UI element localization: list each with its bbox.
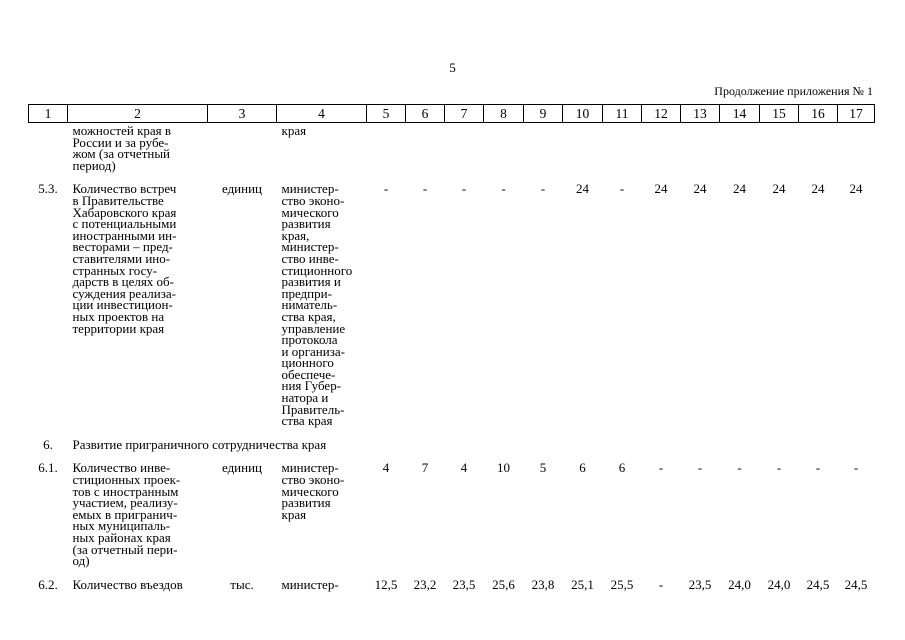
column-header: 17 bbox=[838, 105, 875, 123]
value-cell bbox=[367, 123, 406, 184]
value-cell bbox=[524, 123, 563, 184]
value-cell: 24,5 bbox=[844, 576, 868, 592]
value-cell: 23,2 bbox=[413, 576, 437, 592]
table-row bbox=[29, 462, 875, 578]
value-cell: 7 bbox=[421, 460, 429, 476]
row-number: 6.1. bbox=[38, 460, 58, 476]
page-number: 5 bbox=[449, 60, 456, 75]
column-header: 6 bbox=[406, 105, 445, 123]
value-cell bbox=[406, 123, 445, 184]
value-cell: 24 bbox=[654, 181, 668, 197]
value-cell: 24 bbox=[849, 181, 863, 197]
column-header: 8 bbox=[484, 105, 524, 123]
table-row bbox=[29, 439, 875, 463]
column-header: 15 bbox=[760, 105, 799, 123]
value-cell: 25,5 bbox=[610, 576, 634, 592]
column-header: 5 bbox=[367, 105, 406, 123]
table-row bbox=[29, 123, 875, 184]
column-number-row bbox=[29, 105, 875, 123]
value-cell: - bbox=[501, 181, 506, 197]
row-number: 5.3. bbox=[38, 181, 58, 197]
value-cell: - bbox=[815, 460, 821, 476]
value-cell: - bbox=[383, 181, 389, 197]
column-header: 3 bbox=[208, 105, 277, 123]
responsible-cell: края bbox=[281, 123, 307, 138]
row-number: 6. bbox=[43, 436, 53, 452]
indicator-name: Количество встреч в Правительстве Хабаровского края с потенциальными иностранными ин- весторами – пред- ставителями ино- странных госу- дарств в целях об- суждения реализа- ции инвестицион- ных проектов на территории края bbox=[72, 181, 177, 336]
section-title: Развитие приграничного сотрудничества края bbox=[72, 436, 327, 452]
unit-cell: единиц bbox=[221, 181, 263, 197]
value-cell: 12,5 bbox=[374, 576, 398, 592]
value-cell: - bbox=[853, 460, 859, 476]
unit-cell: тыс. bbox=[230, 576, 254, 592]
value-cell: 24,0 bbox=[767, 576, 791, 592]
value-cell: 6 bbox=[618, 460, 626, 476]
value-cell: 24,0 bbox=[728, 576, 751, 592]
table-row bbox=[29, 579, 875, 603]
column-header: 14 bbox=[720, 105, 760, 123]
row-number bbox=[29, 123, 68, 184]
value-cell: 24 bbox=[576, 181, 589, 197]
column-header: 9 bbox=[524, 105, 563, 123]
continuation-label: Продолжение приложения № 1 bbox=[714, 84, 873, 98]
unit-cell bbox=[208, 123, 277, 184]
value-cell bbox=[838, 123, 875, 184]
value-cell bbox=[681, 123, 720, 184]
value-cell bbox=[563, 123, 603, 184]
responsible-cell: министер- bbox=[281, 576, 339, 592]
value-cell: - bbox=[697, 460, 703, 476]
value-cell: - bbox=[776, 460, 782, 476]
value-cell bbox=[603, 123, 642, 184]
column-header: 4 bbox=[277, 105, 367, 123]
indicator-name: Количество инве- стиционных проек- тов с иностранным участием, реализу- емых в пригранич- ных муниципаль- ных районах края (за отчетный пери- од) bbox=[72, 460, 181, 569]
value-cell: 5 bbox=[539, 460, 547, 476]
column-header: 2 bbox=[68, 105, 208, 123]
value-cell: 25,6 bbox=[492, 576, 515, 592]
value-cell bbox=[760, 123, 799, 184]
column-header: 12 bbox=[642, 105, 681, 123]
value-cell: 24 bbox=[772, 181, 786, 197]
value-cell: 4 bbox=[460, 460, 468, 476]
value-cell: 24,5 bbox=[806, 576, 830, 592]
responsible-cell: министер- ство эконо- мического развития края, министер- ство инве- стиционного развития и предпри- ниматель- ства края, управление протокола и организа- ционного обеспече- ния Губер- натора и Правитель- ства края bbox=[281, 181, 353, 429]
value-cell: 25,1 bbox=[571, 576, 594, 592]
column-header: 1 bbox=[29, 105, 68, 123]
value-cell: - bbox=[737, 460, 742, 476]
row-number: 6.2. bbox=[38, 576, 58, 592]
column-header: 13 bbox=[681, 105, 720, 123]
value-cell: - bbox=[422, 181, 428, 197]
indicators-table bbox=[28, 104, 875, 602]
value-cell: 24 bbox=[811, 181, 825, 197]
value-cell: - bbox=[658, 460, 664, 476]
value-cell bbox=[484, 123, 524, 184]
value-cell: - bbox=[461, 181, 467, 197]
column-header: 10 bbox=[563, 105, 603, 123]
value-cell bbox=[720, 123, 760, 184]
value-cell: 6 bbox=[579, 460, 586, 476]
column-header: 16 bbox=[799, 105, 838, 123]
unit-cell: единиц bbox=[221, 460, 263, 476]
value-cell: 23,5 bbox=[688, 576, 712, 592]
value-cell: - bbox=[658, 576, 664, 592]
value-cell: 24 bbox=[693, 181, 707, 197]
value-cell: 23,5 bbox=[452, 576, 476, 592]
value-cell bbox=[642, 123, 681, 184]
value-cell: 24 bbox=[733, 181, 746, 197]
value-cell bbox=[799, 123, 838, 184]
value-cell: 10 bbox=[497, 460, 510, 476]
indicator-name: Количество въездов bbox=[72, 576, 183, 592]
column-header: 11 bbox=[603, 105, 642, 123]
column-header: 7 bbox=[445, 105, 484, 123]
responsible-cell: министер- ство эконо- мического развития края bbox=[281, 460, 345, 522]
indicator-name: можностей края в России и за рубе- жом (за отчетный период) bbox=[72, 123, 172, 173]
value-cell: 4 bbox=[382, 460, 390, 476]
value-cell bbox=[445, 123, 484, 184]
table-row bbox=[29, 183, 875, 438]
value-cell: - bbox=[540, 181, 546, 197]
value-cell: 23,8 bbox=[531, 576, 555, 592]
value-cell: - bbox=[619, 181, 625, 197]
